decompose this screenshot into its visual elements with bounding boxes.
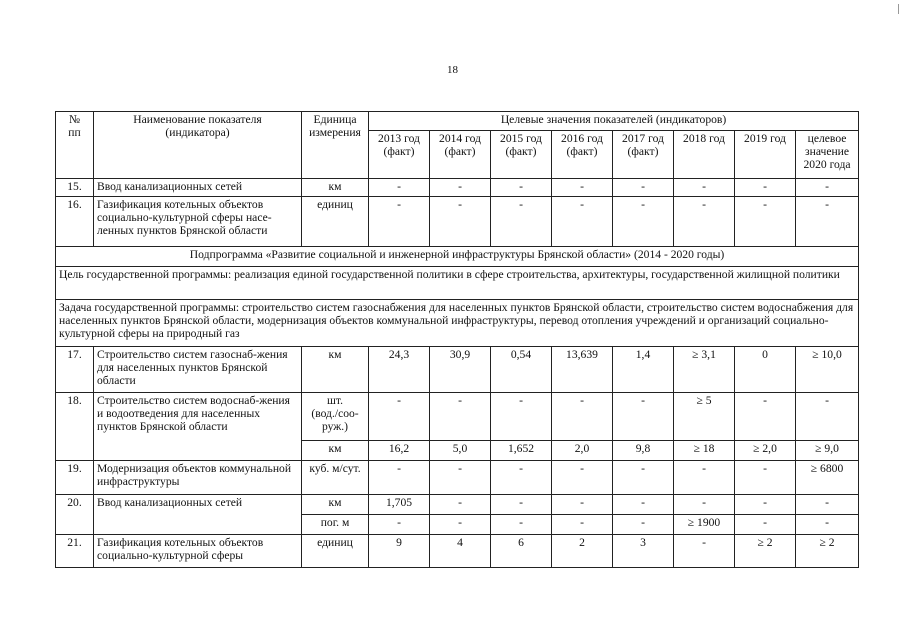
value-cell: - <box>674 495 735 515</box>
unit-cell: куб. м/сут. <box>302 461 369 495</box>
value-cell: 0 <box>735 347 796 393</box>
value-cell: - <box>430 393 491 441</box>
header-year: 2017 год (факт) <box>613 131 674 179</box>
value-cell: 1,705 <box>369 495 430 515</box>
row-number: 20. <box>56 495 94 535</box>
value-cell: - <box>674 535 735 568</box>
value-cell: - <box>552 393 613 441</box>
value-cell: - <box>491 393 552 441</box>
value-cell: - <box>369 515 430 535</box>
indicator-name: Ввод канализационных сетей <box>94 179 302 197</box>
page-number: 18 <box>447 64 458 76</box>
value-cell: - <box>552 495 613 515</box>
table-row <box>56 347 859 393</box>
value-cell: 16,2 <box>369 441 430 461</box>
edge-mark <box>898 4 899 14</box>
header-year: 2014 год (факт) <box>430 131 491 179</box>
indicator-name: Газификация котельных объектов социально-культурной сферы <box>94 535 302 568</box>
value-cell: 2,0 <box>552 441 613 461</box>
value-cell: - <box>430 197 491 247</box>
value-cell: - <box>369 179 430 197</box>
header-name: Наименование показателя (индикатора) <box>94 112 302 179</box>
unit-cell: км <box>302 441 369 461</box>
value-cell: 24,3 <box>369 347 430 393</box>
row-number: 16. <box>56 197 94 247</box>
value-cell: 5,0 <box>430 441 491 461</box>
value-cell: ≥ 10,0 <box>796 347 859 393</box>
value-cell: - <box>674 179 735 197</box>
value-cell: 4 <box>430 535 491 568</box>
goal-text: Цель государственной программы: реализация единой государственной политики в сфере строительства, архитектуры, государственной жилищной политики <box>56 267 859 300</box>
value-cell: ≥ 1900 <box>674 515 735 535</box>
value-cell: 30,9 <box>430 347 491 393</box>
unit-cell: единиц <box>302 197 369 247</box>
subprogram-title: Подпрограмма «Развитие социальной и инженерной инфраструктуры Брянской области» (2014 - 2020 годы) <box>56 247 859 267</box>
value-cell: - <box>552 515 613 535</box>
indicator-name: Ввод канализационных сетей <box>94 495 302 535</box>
goal-row <box>56 267 859 300</box>
indicator-name: Модернизация объектов коммунальной инфраструктуры <box>94 461 302 495</box>
header-year: 2016 год (факт) <box>552 131 613 179</box>
unit-cell: км <box>302 179 369 197</box>
indicator-name: Строительство систем газоснаб-жения для населенных пунктов Брянской области <box>94 347 302 393</box>
row-number: 15. <box>56 179 94 197</box>
header-year: целевое значение 2020 года <box>796 131 859 179</box>
value-cell: - <box>491 515 552 535</box>
value-cell: ≥ 6800 <box>796 461 859 495</box>
table-row <box>56 179 859 197</box>
unit-cell: км <box>302 347 369 393</box>
indicator-name: Строительство систем водоснаб-жения и водоотведения для населенных пунктов Брянской области <box>94 393 302 461</box>
value-cell: ≥ 2,0 <box>735 441 796 461</box>
value-cell: - <box>735 179 796 197</box>
value-cell: ≥ 18 <box>674 441 735 461</box>
header-row-1 <box>56 112 859 131</box>
value-cell: - <box>430 495 491 515</box>
value-cell: - <box>613 393 674 441</box>
table-row <box>56 461 859 495</box>
value-cell: - <box>369 197 430 247</box>
header-year: 2015 год (факт) <box>491 131 552 179</box>
table-row <box>56 535 859 568</box>
header-unit: Единица измерения <box>302 112 369 179</box>
header-year: 2013 год (факт) <box>369 131 430 179</box>
row-number: 18. <box>56 393 94 461</box>
header-year: 2019 год <box>735 131 796 179</box>
subprogram-row <box>56 247 859 267</box>
value-cell: ≥ 2 <box>735 535 796 568</box>
header-target-values: Целевые значения показателей (индикаторов) <box>369 112 859 131</box>
value-cell: - <box>796 393 859 441</box>
value-cell: - <box>735 197 796 247</box>
value-cell: ≥ 9,0 <box>796 441 859 461</box>
value-cell: - <box>552 461 613 495</box>
value-cell: 2 <box>552 535 613 568</box>
unit-cell: единиц <box>302 535 369 568</box>
value-cell: - <box>430 461 491 495</box>
value-cell: - <box>491 461 552 495</box>
value-cell: - <box>735 393 796 441</box>
value-cell: - <box>735 461 796 495</box>
table-row <box>56 393 859 441</box>
header-year: 2018 год <box>674 131 735 179</box>
value-cell: - <box>796 515 859 535</box>
value-cell: - <box>613 197 674 247</box>
value-cell: 9,8 <box>613 441 674 461</box>
value-cell: - <box>613 461 674 495</box>
header-no: № пп <box>56 112 94 179</box>
value-cell: - <box>735 515 796 535</box>
indicators-table <box>55 111 859 568</box>
value-cell: - <box>613 179 674 197</box>
value-cell: 0,54 <box>491 347 552 393</box>
value-cell: - <box>369 461 430 495</box>
value-cell: 6 <box>491 535 552 568</box>
unit-cell: шт. (вод./соо- руж.) <box>302 393 369 441</box>
value-cell: - <box>796 495 859 515</box>
task-row <box>56 300 859 347</box>
value-cell: - <box>796 197 859 247</box>
value-cell: - <box>674 197 735 247</box>
value-cell: - <box>369 393 430 441</box>
value-cell: - <box>430 179 491 197</box>
value-cell: 1,4 <box>613 347 674 393</box>
value-cell: - <box>552 179 613 197</box>
value-cell: - <box>491 197 552 247</box>
unit-cell: км <box>302 495 369 515</box>
value-cell: ≥ 5 <box>674 393 735 441</box>
value-cell: 9 <box>369 535 430 568</box>
value-cell: 1,652 <box>491 441 552 461</box>
task-text: Задача государственной программы: строительство систем газоснабжения для населенных пунктов Брянской области, строительство систем водоснабжения для населенных пунктов Брянской области, модернизация объектов коммунальной инфраструктуры, перевод отопления учреждений и организаций социально-культурной сферы на природный газ <box>56 300 859 347</box>
value-cell: - <box>735 495 796 515</box>
row-number: 19. <box>56 461 94 495</box>
value-cell: ≥ 2 <box>796 535 859 568</box>
value-cell: - <box>674 461 735 495</box>
row-number: 21. <box>56 535 94 568</box>
table-row <box>56 495 859 515</box>
value-cell: 13,639 <box>552 347 613 393</box>
value-cell: - <box>491 179 552 197</box>
indicator-name: Газификация котельных объектов социально-культурной сферы насе-ленных пунктов Брянской области <box>94 197 302 247</box>
row-number: 17. <box>56 347 94 393</box>
unit-cell: пог. м <box>302 515 369 535</box>
value-cell: - <box>613 515 674 535</box>
value-cell: - <box>430 515 491 535</box>
value-cell: - <box>491 495 552 515</box>
value-cell: 3 <box>613 535 674 568</box>
value-cell: ≥ 3,1 <box>674 347 735 393</box>
value-cell: - <box>796 179 859 197</box>
value-cell: - <box>613 495 674 515</box>
table-row <box>56 197 859 247</box>
value-cell: - <box>552 197 613 247</box>
